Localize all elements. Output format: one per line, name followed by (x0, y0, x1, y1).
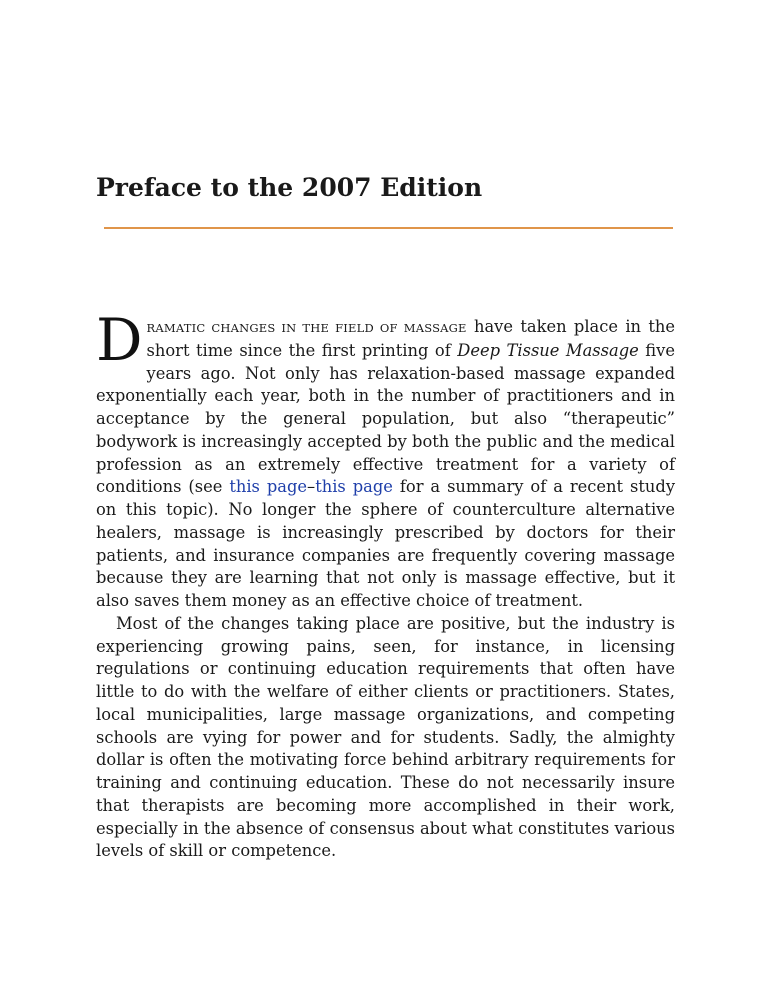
paragraph-1-text-c: for a summary of a recent study on this topic). No longer the sphere of counterculture alternative healers, massage is increasingly prescribed by doctors for their patients, and insurance companies are frequently covering massage because they are learning that not only is massage effective, but it also saves them money as an effective choice of treatment. (96, 477, 676, 610)
preface-body (96, 306, 676, 863)
page-link-start[interactable]: this page (229, 477, 308, 497)
page-link-end[interactable]: this page (315, 477, 393, 497)
paragraph-2: Most of the changes taking place are positive, but the industry is experiencing growing pains, seen, for instance, in licensing regulations or continuing education requirements that often have little to do with the welfare of either clients or practitioners. States, local municipalities, large massage organizations, and competing schools are vying for power and for students. Sadly, the almighty dollar is often the motivating force behind arbitrary requirements for training and continuing education. These do not necessarily insure that therapists are becoming more accomplished in their work, especially in the absence of consensus about what constitutes various levels of skill or competence. (96, 613, 675, 861)
small-caps-lead-in: RAMATIC CHANGES IN THE FIELD OF MASSAGE (146, 321, 467, 335)
paragraph-1-text-a: have taken place in the short time since the first printing of (146, 317, 676, 360)
book-title-italic: Deep Tissue Massage (457, 340, 639, 360)
drop-cap-letter: D (96, 306, 143, 374)
chapter-title: Preface to the 2007 Edition (96, 173, 483, 202)
paragraph-1 (96, 306, 676, 613)
title-divider (104, 227, 673, 229)
paragraph-1-text-b: five years ago. Not only has relaxation-based massage expanded exponentially each year, both in the number of practitioners and in acceptance by the general population, but also “therapeutic” bodywork is increasingly accepted by both the public and the medical profession as an extremely effective treatment for a variety of conditions (see (96, 340, 675, 497)
page-range-dash: – (307, 477, 316, 497)
